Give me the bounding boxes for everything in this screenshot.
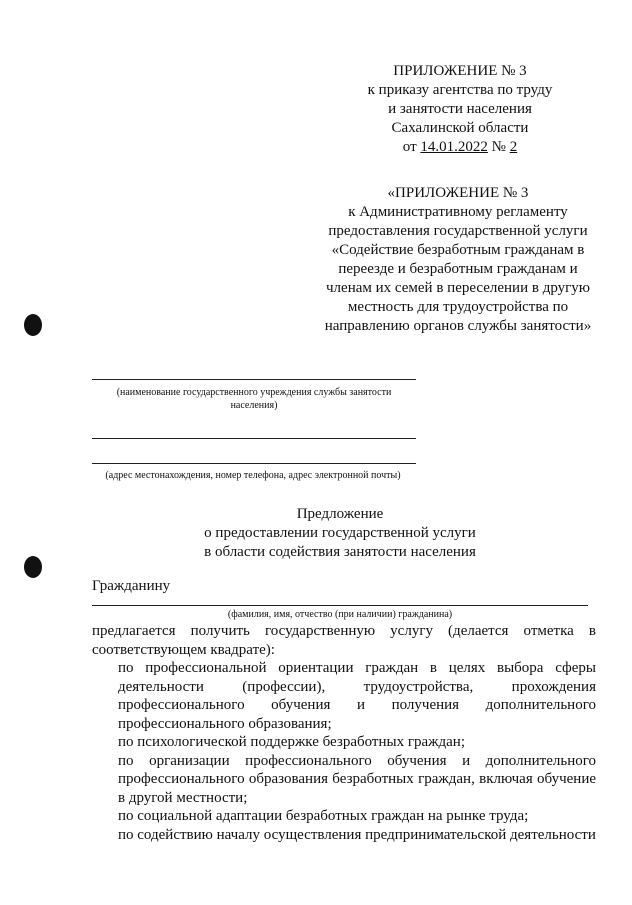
- punch-hole-top: [24, 314, 42, 336]
- institution-caption: [92, 386, 416, 412]
- punch-hole-bottom: [24, 556, 42, 578]
- date-prefix: от: [402, 139, 421, 155]
- appendix-regulation-line: предоставления государственной услуги: [328, 223, 588, 239]
- citizen-label: Гражданину: [92, 578, 171, 594]
- appendix-order-line: и занятости населения: [388, 101, 532, 117]
- appendix-regulation-line: членам их семей в переселении в другую: [326, 280, 590, 296]
- appendix-regulation-block: [312, 184, 604, 336]
- appendix-regulation-line: направлению органов службы занятости»: [324, 318, 592, 334]
- institution-caption-line: (наименование государственного учреждения службы занятости: [116, 387, 392, 398]
- citizen-caption: (фамилия, имя, отчество (при наличии) гражданина): [227, 609, 453, 620]
- institution-caption-line: населения): [230, 400, 278, 411]
- order-date: 14.01.2022: [420, 139, 488, 155]
- document-title-line: о предоставлении государственной услуги: [204, 525, 476, 541]
- appendix-order-block: [340, 62, 580, 157]
- option-career-guidance[interactable]: по профессиональной ориентации граждан в целях выбора сферы деятельности (профессии), трудоустройства, прохождения профессионального обучения и получения дополнительного профессионального образования;: [118, 660, 596, 732]
- document-title-line: Предложение: [296, 506, 384, 522]
- document-title: [150, 505, 530, 562]
- appendix-order-line: к приказу агентства по труду: [367, 82, 553, 98]
- option-professional-training[interactable]: по организации профессионального обучения и дополнительного профессионального образования безработных граждан, включая обучение в другой местности;: [118, 752, 596, 806]
- appendix-order-title: ПРИЛОЖЕНИЕ № 3: [393, 63, 527, 79]
- address-caption: (адрес местонахождения, номер телефона, адрес электронной почты): [105, 470, 401, 481]
- number-prefix: №: [487, 139, 510, 155]
- option-entrepreneurship[interactable]: по содействию началу осуществления предпринимательской деятельности: [118, 826, 596, 843]
- intro-paragraph: предлагается получить государственную услугу (делается отметка в соответствующем квадрате):: [92, 623, 596, 658]
- option-psychological-support[interactable]: по психологической поддержке безработных граждан;: [118, 734, 465, 750]
- appendix-order-date-line: [340, 138, 580, 157]
- appendix-order-line: Сахалинской области: [391, 120, 529, 136]
- option-social-adaptation[interactable]: по социальной адаптации безработных граждан на рынке труда;: [118, 808, 529, 824]
- appendix-regulation-line: местность для трудоустройства по: [347, 299, 569, 315]
- appendix-regulation-line: к Административному регламенту: [348, 204, 568, 220]
- document-title-line: в области содействия занятости населения: [204, 544, 476, 560]
- appendix-regulation-title: «ПРИЛОЖЕНИЕ № 3: [387, 185, 529, 201]
- institution-name-line[interactable]: [92, 379, 416, 380]
- service-options-list: [118, 659, 596, 844]
- address-line-2[interactable]: [92, 463, 416, 464]
- address-line-1[interactable]: [92, 438, 416, 439]
- appendix-regulation-line: переезде и безработным гражданам и: [338, 261, 578, 277]
- appendix-regulation-line: «Содействие безработным гражданам в: [331, 242, 585, 258]
- citizen-name-line[interactable]: [92, 605, 588, 606]
- order-number: 2: [509, 139, 518, 155]
